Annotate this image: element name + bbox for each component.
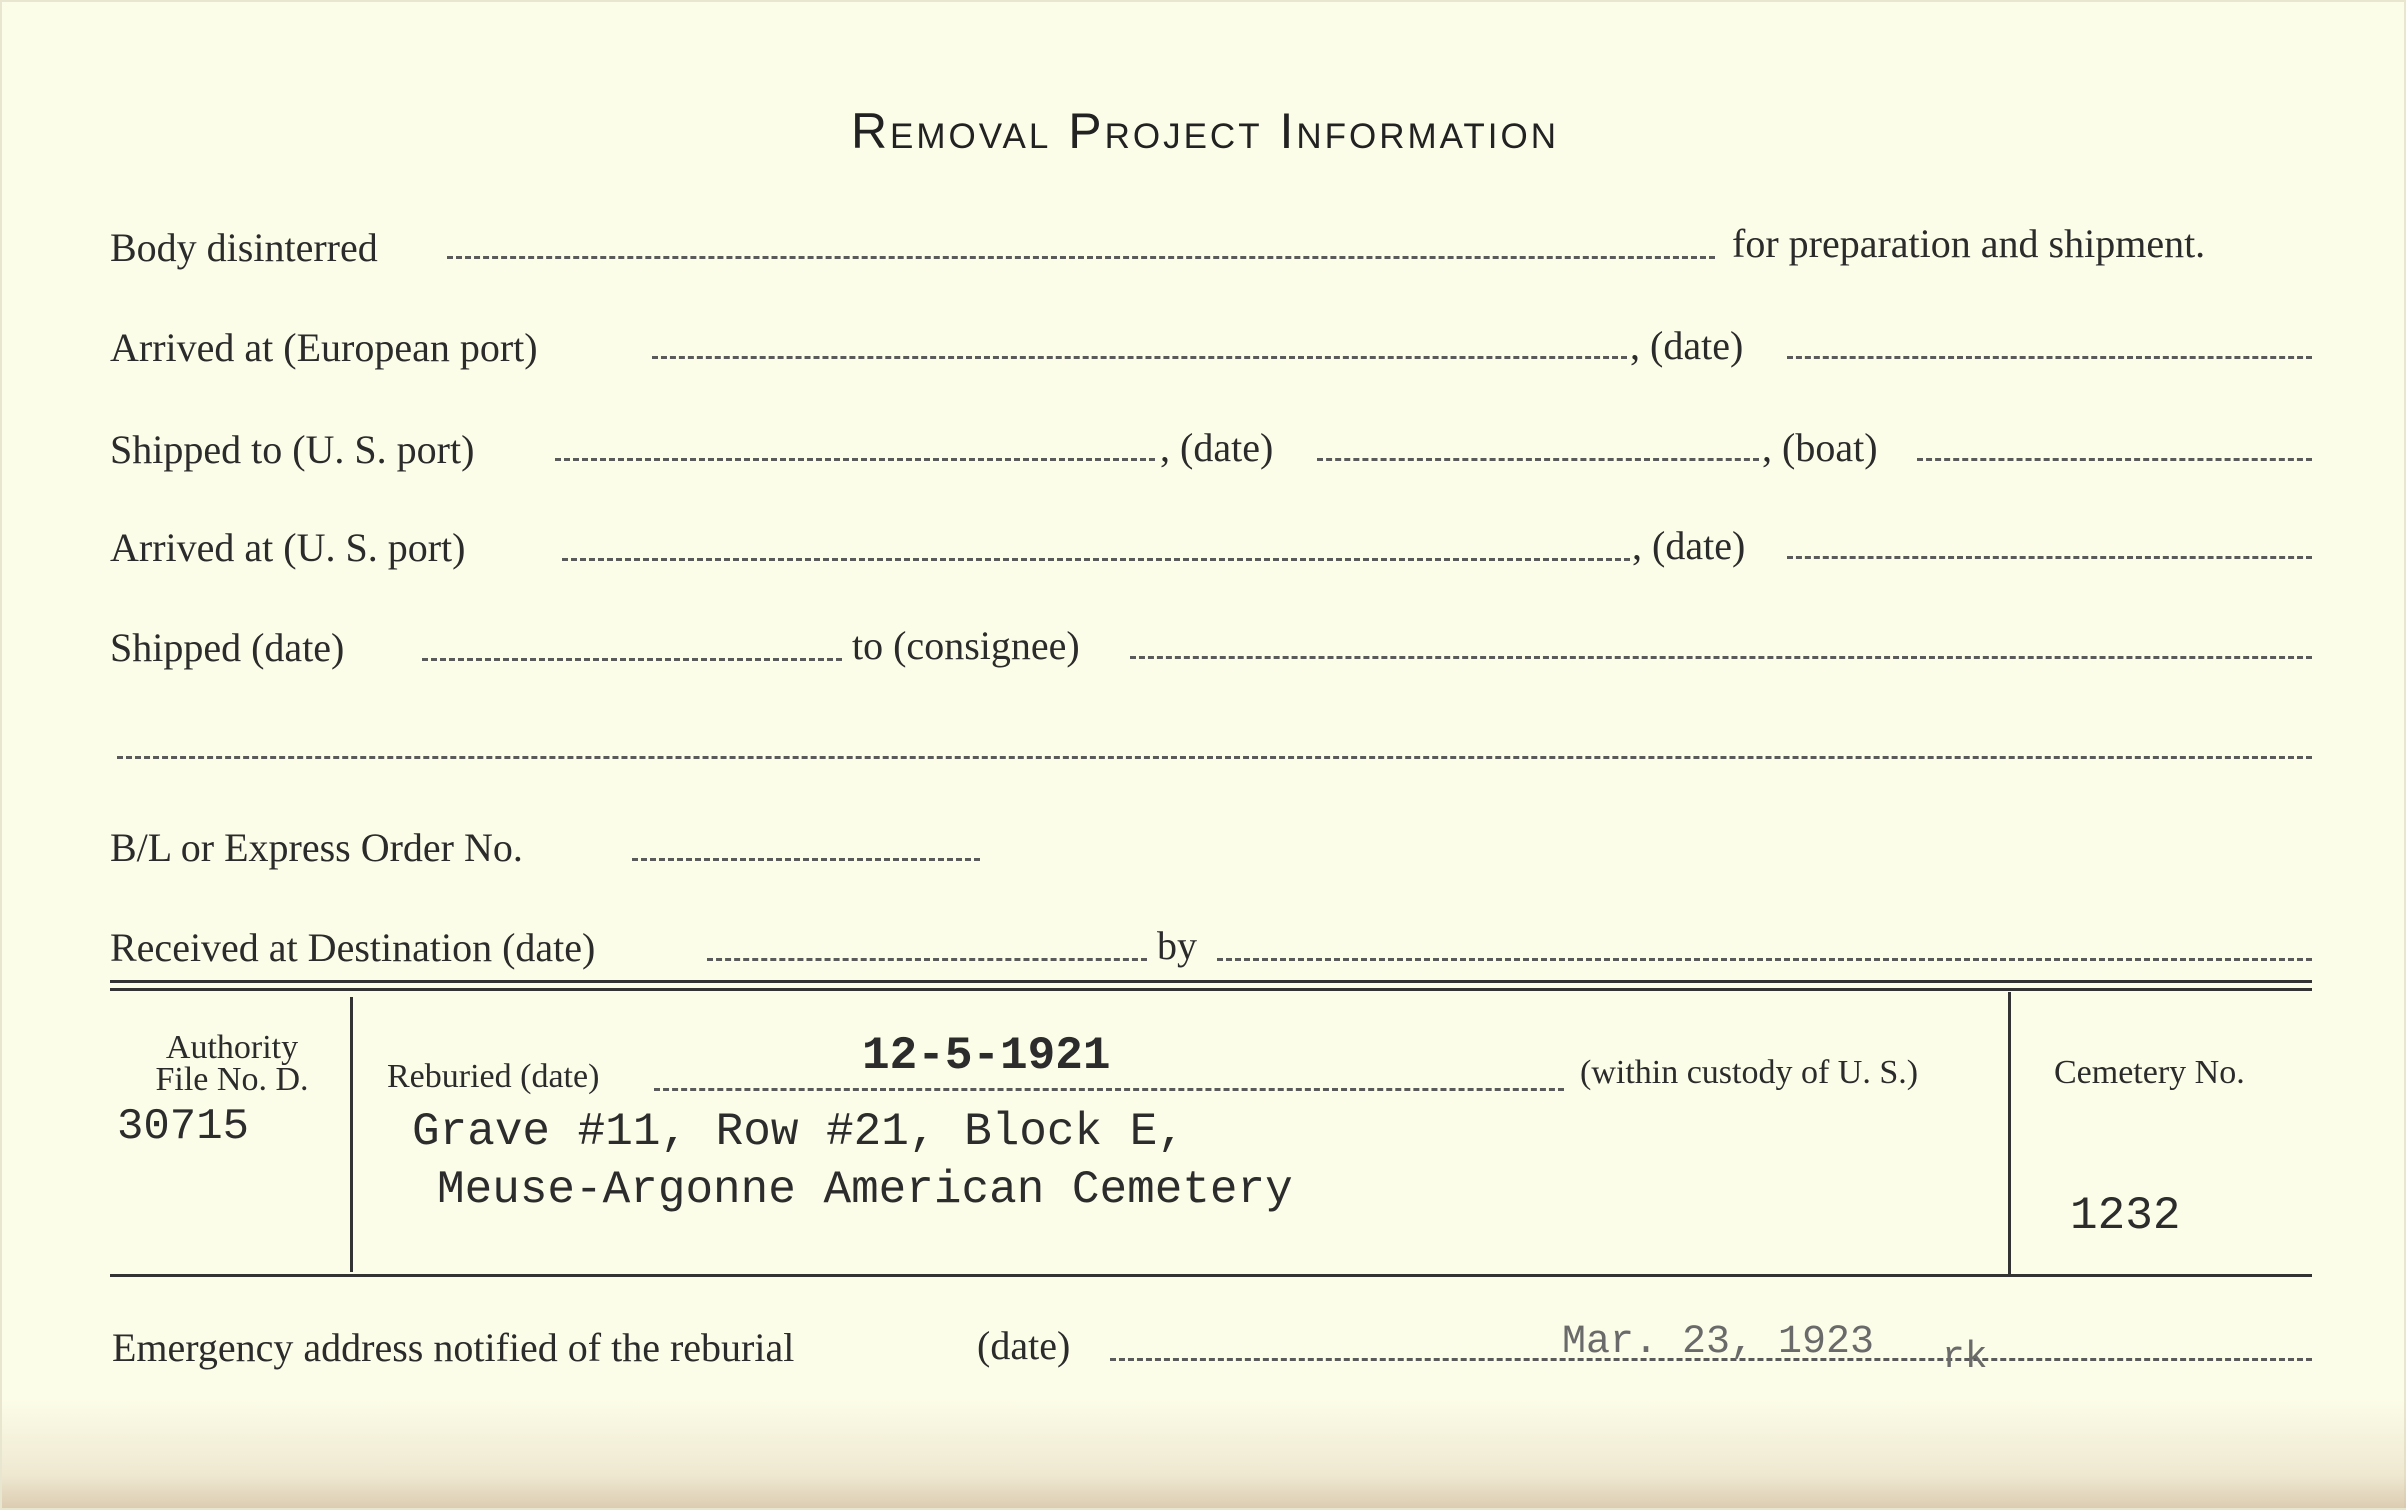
table-divider-right: [2008, 992, 2011, 1277]
boat-label: , (boat): [1762, 425, 1878, 470]
shipped-date-line: [422, 658, 842, 661]
reburied-date: 12-5-1921: [862, 1030, 1111, 1082]
table-bottom-rule: [110, 1274, 2312, 1277]
table-divider-left: [350, 997, 353, 1272]
reburied-label: Reburied (date): [387, 1058, 600, 1095]
form-title: Removal Project Information: [850, 103, 1560, 159]
european-port-line: [652, 356, 1627, 359]
clerk-initials: rk: [1942, 1336, 1988, 1379]
body-disinterred-line: [447, 256, 1715, 259]
authority-label-2: File No. D.: [155, 1061, 309, 1098]
table-top-rule-1: [110, 980, 2312, 983]
reburied-date-line: [654, 1088, 1564, 1091]
by-line: [1217, 958, 2312, 961]
consignee-line: [1130, 656, 2312, 659]
body-disinterred-label: Body disinterred: [110, 225, 378, 270]
custody-note: (within custody of U. S.): [1580, 1054, 1919, 1091]
consignee-line-2: [117, 756, 2312, 759]
grave-location-line-1: Grave #11, Row #21, Block E,: [412, 1106, 1185, 1158]
shipped-to-us-port-label: Shipped to (U. S. port): [110, 427, 475, 472]
emergency-date-label: (date): [977, 1323, 1071, 1368]
received-destination-label: Received at Destination (date): [110, 925, 596, 970]
grave-location-line-2: Meuse-Argonne American Cemetery: [437, 1164, 1293, 1216]
emergency-date-value: Mar. 23, 1923: [1562, 1320, 1875, 1365]
date-label-1: , (date): [1630, 323, 1744, 368]
cemetery-number: 1232: [2070, 1190, 2181, 1242]
table-top-rule-2: [110, 988, 2312, 991]
date-label-2: , (date): [1160, 425, 1274, 470]
date-line-3: [1787, 556, 2312, 559]
us-port-line: [555, 458, 1155, 461]
date-line-1: [1787, 356, 2312, 359]
paper-stain: [2, 1398, 2406, 1508]
shipped-date-label: Shipped (date): [110, 625, 345, 670]
cemetery-no-label: Cemetery No.: [2054, 1054, 2245, 1091]
authority-file-number: 30715: [117, 1102, 250, 1152]
received-date-line: [707, 958, 1147, 961]
arrived-european-port-label: Arrived at (European port): [110, 325, 538, 370]
boat-line: [1917, 458, 2312, 461]
arrived-us-port-line: [562, 558, 1630, 561]
authority-label-1: Authority: [165, 1029, 299, 1066]
bl-order-label: B/L or Express Order No.: [110, 825, 523, 870]
emergency-label: Emergency address notified of the reburial: [112, 1325, 795, 1370]
bl-order-line: [632, 858, 980, 861]
consignee-label: to (consignee): [852, 623, 1080, 668]
date-label-3: , (date): [1632, 523, 1746, 568]
preparation-label: for preparation and shipment.: [1732, 221, 2206, 266]
arrived-us-port-label: Arrived at (U. S. port): [110, 525, 466, 570]
date-line-2: [1317, 458, 1759, 461]
by-label: by: [1157, 923, 1197, 968]
